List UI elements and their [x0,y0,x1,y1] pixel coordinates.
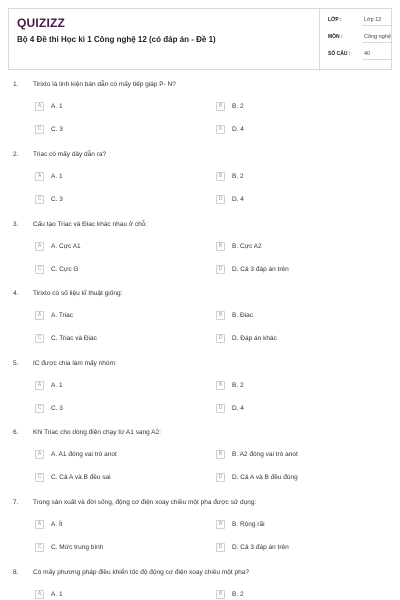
option-text: C. Mức trung bình [51,544,104,551]
question-text: Triac có mấy dây dẫn ra? [33,151,107,158]
option-letter-box: B [216,172,225,181]
question-number: 4. [13,290,19,297]
option-text: C. Cả A và B đều sai [51,474,111,481]
question-item [0,498,400,570]
option-letter-box: A [35,520,44,529]
option-letter-box: C [35,125,44,134]
meta-divider [362,42,392,43]
option-letter-box: C [35,265,44,274]
option-letter-box: C [35,195,44,204]
meta-subject-label: MÔN : [328,34,343,40]
option-letter-box: B [216,590,225,599]
option-letter-box: C [35,473,44,482]
option-text: A. Ít [51,521,63,528]
option-text: A. Cực A1 [51,243,81,250]
question-item [0,150,400,222]
question-item [0,359,400,431]
option-text: A. 1 [51,382,63,389]
question-item [0,568,400,600]
option-letter-box: B [216,450,225,459]
option-text: D. Cả A và B đều đúng [232,474,298,481]
meta-count [320,48,392,60]
worksheet-meta [319,9,393,71]
option-letter-box: A [35,311,44,320]
meta-class-label: LỚP : [328,17,342,23]
question-text: Tirixto là linh kiện bán dẫn có mấy tiếp giáp P- N? [33,81,176,88]
option-text: A. 1 [51,591,63,598]
meta-divider [362,25,392,26]
question-text: Cấu tạo Triac và Điac khác nhau ở chỗ: [33,221,148,228]
question-item [0,289,400,361]
option-text: A. Triac [51,312,74,319]
option-text: C. 3 [51,126,63,133]
option-text: A. A1 đóng vai trò anot [51,451,117,458]
meta-count-label: SỐ CÂU : [328,51,351,57]
meta-class [320,14,392,26]
option-text: B. Rộng rãi [232,521,265,528]
option-text: B. Điac [232,312,253,319]
option-text: D. 4 [232,196,244,203]
option-letter-box: D [216,473,225,482]
option-letter-box: A [35,102,44,111]
option-letter-box: A [35,242,44,251]
option-letter-box: D [216,543,225,552]
option-letter-box: B [216,381,225,390]
meta-count-value: 40 [364,51,371,57]
question-item [0,80,400,152]
option-letter-box: B [216,311,225,320]
question-text: Trong sản xuất và đời sống, động cơ điện xoay chiều một pha được sử dụng: [33,499,257,506]
option-text: B. 2 [232,382,244,389]
option-text: C. Triac và Điac [51,335,97,342]
option-letter-box: C [35,404,44,413]
option-text: B. Cực A2 [232,243,262,250]
option-letter-box: D [216,334,225,343]
option-text: D. Đáp án khác [232,335,277,342]
option-letter-box: D [216,125,225,134]
option-letter-box: A [35,450,44,459]
question-number: 7. [13,499,19,506]
question-text: Khi Triac cho dòng điện chạy từ A1 sang A2: [33,429,161,436]
question-text: IC được chia làm mấy nhóm: [33,360,117,367]
option-text: B. 2 [232,591,244,598]
option-text: D. 4 [232,405,244,412]
option-letter-box: D [216,265,225,274]
quizizz-logo: QUIZIZZ [17,16,66,30]
option-letter-box: C [35,334,44,343]
option-letter-box: B [216,520,225,529]
question-text: Có mấy phương pháp điều khiển tốc độ động cơ điện xoay chiều một pha? [33,569,249,576]
option-letter-box: A [35,590,44,599]
option-text: C. 3 [51,196,63,203]
meta-divider [362,59,392,60]
worksheet-header [8,8,392,70]
meta-subject-value: Công nghệ [364,34,391,40]
option-text: A. 1 [51,173,63,180]
question-item [0,220,400,292]
option-letter-box: A [35,172,44,181]
option-letter-box: A [35,381,44,390]
question-number: 2. [13,151,19,158]
option-text: C. Cực G [51,266,79,273]
meta-class-value: Lớp 12 [364,17,382,23]
option-text: D. Cả 3 đáp án trên [232,266,289,273]
question-number: 6. [13,429,19,436]
option-text: A. 1 [51,103,63,110]
question-number: 3. [13,221,19,228]
option-text: D. 4 [232,126,244,133]
option-text: B. A2 đóng vai trò anot [232,451,298,458]
worksheet-title: Bộ 4 Đề thi Học kì 1 Công nghệ 12 (có đáp án - Đề 1) [17,35,216,44]
question-text: Tirixto có số liệu kĩ thuật giống: [33,290,123,297]
question-number: 5. [13,360,19,367]
meta-subject [320,31,392,43]
option-text: D. Cả 3 đáp án trên [232,544,289,551]
option-text: B. 2 [232,173,244,180]
option-letter-box: D [216,404,225,413]
option-text: B. 2 [232,103,244,110]
option-letter-box: C [35,543,44,552]
option-letter-box: B [216,242,225,251]
option-text: C. 3 [51,405,63,412]
option-letter-box: B [216,102,225,111]
question-number: 1. [13,81,19,88]
question-number: 8. [13,569,19,576]
option-letter-box: D [216,195,225,204]
question-item [0,428,400,500]
